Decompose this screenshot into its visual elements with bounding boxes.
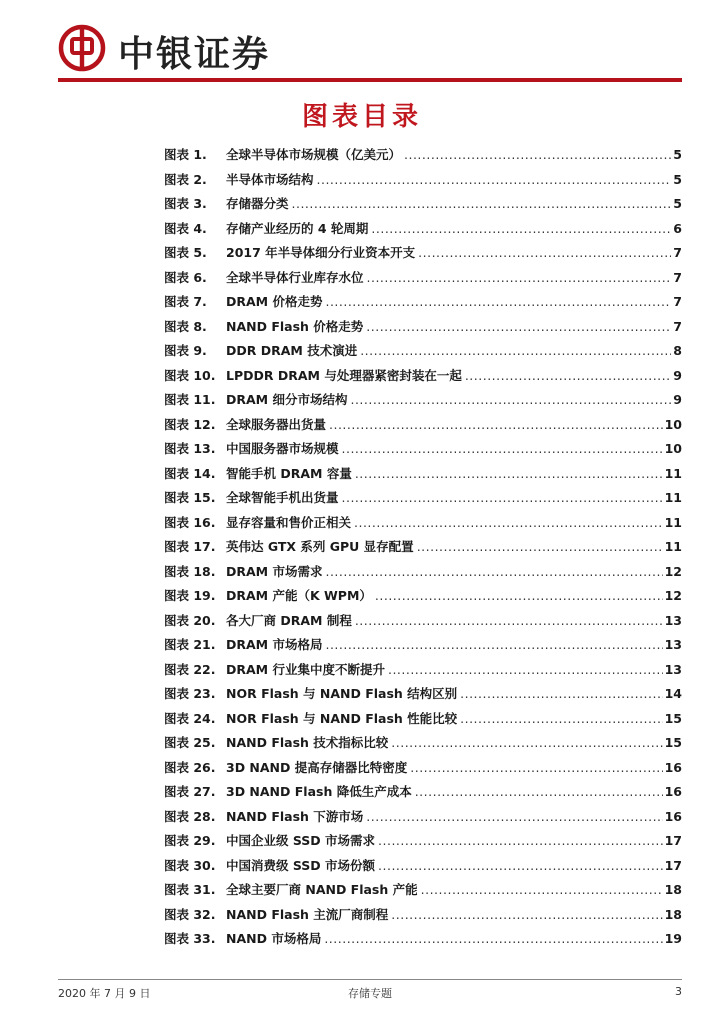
- toc-entry-page: 11: [664, 490, 682, 505]
- toc-entry-number: 图表 22.: [164, 661, 216, 677]
- toc-entry-page: 5: [673, 196, 682, 211]
- toc-entry-number: 图表 30.: [164, 857, 216, 873]
- toc-entry-page: 10: [664, 416, 682, 432]
- toc-entry-page: 7: [673, 294, 682, 309]
- toc-entry-page: 16: [664, 808, 682, 824]
- toc-entry-title: 存储产业经历的 4 轮周期: [226, 220, 369, 236]
- toc-entry[interactable]: [164, 807, 682, 832]
- toc-list: [164, 145, 682, 954]
- toc-entry-title: LPDDR DRAM 与处理器紧密封装在一起: [226, 367, 462, 383]
- toc-entry-number: 图表 19.: [164, 588, 216, 603]
- toc-dot-leader: [354, 515, 663, 530]
- toc-entry-title: DRAM 细分市场结构: [226, 392, 348, 407]
- toc-entry[interactable]: [164, 782, 682, 807]
- toc-entry[interactable]: [164, 194, 682, 219]
- toc-entry[interactable]: [164, 684, 682, 709]
- toc-dot-leader: [388, 662, 663, 677]
- toc-entry-number: 图表 32.: [164, 906, 216, 922]
- toc-entry-number: 图表 7.: [164, 294, 207, 309]
- toc-dot-leader: [355, 466, 663, 481]
- toc-entry-number: 图表 31.: [164, 882, 216, 897]
- toc-entry[interactable]: [164, 464, 682, 489]
- toc-entry-number: 图表 13.: [164, 441, 216, 456]
- footer-date: 2020 年 7 月 9 日: [58, 987, 151, 1000]
- toc-entry[interactable]: [164, 513, 682, 538]
- toc-entry-number: 图表 26.: [164, 759, 216, 775]
- toc-entry[interactable]: [164, 268, 682, 293]
- toc-entry-title: 2017 年半导体细分行业资本开支: [226, 245, 416, 260]
- toc-entry-number: 图表 10.: [164, 367, 216, 383]
- toc-entry[interactable]: [164, 317, 682, 342]
- toc-entry-page: 8: [673, 343, 682, 358]
- toc-entry[interactable]: [164, 856, 682, 881]
- toc-entry-page: 13: [664, 661, 682, 677]
- toc-entry-number: 图表 21.: [164, 637, 216, 652]
- toc-entry-title: 显存容量和售价正相关: [226, 514, 352, 530]
- footer-divider: [58, 979, 682, 980]
- toc-entry-number: 图表 12.: [164, 416, 216, 432]
- toc-dot-leader: [342, 490, 663, 505]
- toc-entry-page: 9: [673, 367, 682, 383]
- toc-entry-page: 16: [664, 784, 682, 799]
- toc-entry[interactable]: [164, 341, 682, 366]
- toc-dot-leader: [325, 294, 671, 309]
- toc-dot-leader: [410, 760, 662, 775]
- toc-entry[interactable]: [164, 219, 682, 244]
- toc-entry-title: NOR Flash 与 NAND Flash 性能比较: [226, 710, 458, 726]
- toc-dot-leader: [465, 368, 671, 383]
- toc-entry-title: DRAM 市场需求: [226, 563, 323, 579]
- toc-dot-leader: [415, 784, 663, 799]
- toc-entry-page: 18: [664, 906, 682, 922]
- toc-entry[interactable]: [164, 415, 682, 440]
- toc-dot-leader: [325, 564, 662, 579]
- toc-entry[interactable]: [164, 170, 682, 195]
- toc-dot-leader: [292, 196, 672, 211]
- toc-entry[interactable]: [164, 611, 682, 636]
- toc-dot-leader: [418, 245, 671, 260]
- toc-entry[interactable]: [164, 366, 682, 391]
- toc-entry[interactable]: [164, 758, 682, 783]
- toc-entry-number: 图表 8.: [164, 318, 207, 334]
- toc-entry-number: 图表 18.: [164, 563, 216, 579]
- toc-entry-number: 图表 3.: [164, 196, 207, 211]
- toc-entry-number: 图表 33.: [164, 931, 216, 946]
- toc-entry[interactable]: [164, 733, 682, 758]
- toc-entry-number: 图表 25.: [164, 735, 216, 750]
- toc-entry-title: DRAM 价格走势: [226, 294, 323, 309]
- toc-entry-number: 图表 11.: [164, 392, 216, 407]
- toc-entry-number: 图表 16.: [164, 514, 216, 530]
- toc-entry-page: 17: [664, 857, 682, 873]
- toc-entry-title: 全球主要厂商 NAND Flash 产能: [226, 882, 418, 897]
- toc-entry-title: 智能手机 DRAM 容量: [226, 465, 352, 481]
- toc-dot-leader: [460, 686, 662, 701]
- toc-entry-title: 全球半导体市场规模（亿美元）: [226, 147, 402, 162]
- toc-entry-title: 3D NAND Flash 降低生产成本: [226, 784, 412, 799]
- toc-entry-number: 图表 15.: [164, 490, 216, 505]
- toc-entry-number: 图表 17.: [164, 539, 216, 554]
- toc-entry-page: 6: [673, 220, 682, 236]
- toc-entry-page: 15: [664, 735, 682, 750]
- toc-entry-title: 全球智能手机出货量: [226, 490, 339, 505]
- toc-entry-number: 图表 24.: [164, 710, 216, 726]
- toc-entry-number: 图表 27.: [164, 784, 216, 799]
- toc-entry-page: 10: [664, 441, 682, 456]
- toc-entry[interactable]: [164, 537, 682, 562]
- toc-dot-leader: [378, 833, 663, 848]
- toc-dot-leader: [324, 931, 662, 946]
- toc-entry[interactable]: [164, 439, 682, 464]
- toc-entry[interactable]: [164, 292, 682, 317]
- toc-entry[interactable]: [164, 831, 682, 856]
- toc-dot-leader: [366, 319, 671, 334]
- toc-dot-leader: [325, 637, 662, 652]
- toc-entry-title: NAND 市场格局: [226, 931, 322, 946]
- footer-page-number: 3: [675, 985, 682, 998]
- toc-entry-title: NAND Flash 价格走势: [226, 318, 364, 334]
- toc-entry-title: DDR DRAM 技术演进: [226, 343, 358, 358]
- toc-entry-page: 12: [664, 588, 682, 603]
- toc-entry-number: 图表 14.: [164, 465, 216, 481]
- toc-entry[interactable]: [164, 905, 682, 930]
- toc-entry-title: 半导体市场结构: [226, 171, 314, 187]
- toc-entry[interactable]: [164, 562, 682, 587]
- toc-dot-leader: [329, 417, 663, 432]
- brand-name: 中银证券: [118, 33, 271, 75]
- toc-entry[interactable]: [164, 390, 682, 415]
- toc-entry-number: 图表 5.: [164, 245, 207, 260]
- toc-dot-leader: [391, 907, 662, 922]
- toc-entry-number: 图表 4.: [164, 220, 207, 236]
- toc-entry-title: 全球半导体行业库存水位: [226, 269, 364, 285]
- toc-entry-number: 图表 20.: [164, 612, 216, 628]
- toc-dot-leader: [366, 809, 662, 824]
- toc-dot-leader: [375, 588, 663, 603]
- toc-dot-leader: [460, 711, 662, 726]
- toc-dot-leader: [355, 613, 663, 628]
- toc-entry[interactable]: [164, 880, 682, 905]
- toc-entry-page: 17: [664, 833, 682, 848]
- toc-entry-page: 5: [673, 147, 682, 162]
- toc-entry-title: DRAM 市场格局: [226, 637, 323, 652]
- toc-dot-leader: [404, 147, 671, 162]
- toc-entry-title: 全球服务器出货量: [226, 416, 327, 432]
- page-footer: [58, 985, 682, 1001]
- toc-entry-number: 图表 9.: [164, 343, 207, 358]
- toc-entry-page: 15: [664, 710, 682, 726]
- toc-entry[interactable]: [164, 243, 682, 268]
- toc-entry-title: NAND Flash 技术指标比较: [226, 735, 389, 750]
- toc-dot-leader: [378, 858, 663, 873]
- toc-entry[interactable]: [164, 709, 682, 734]
- toc-entry[interactable]: [164, 586, 682, 611]
- toc-entry-number: 图表 2.: [164, 171, 207, 187]
- toc-entry-title: NAND Flash 下游市场: [226, 808, 364, 824]
- toc-dot-leader: [371, 221, 671, 236]
- toc-entry-page: 18: [664, 882, 682, 897]
- toc-entry-number: 图表 23.: [164, 686, 216, 701]
- toc-entry[interactable]: [164, 635, 682, 660]
- toc-entry-page: 7: [673, 245, 682, 260]
- toc-entry-title: NAND Flash 主流厂商制程: [226, 906, 389, 922]
- toc-entry-number: 图表 28.: [164, 808, 216, 824]
- toc-entry-title: DRAM 行业集中度不断提升: [226, 661, 385, 677]
- toc-entry[interactable]: [164, 145, 682, 170]
- bank-of-china-logo-icon: [58, 24, 106, 72]
- toc-entry-page: 7: [673, 318, 682, 334]
- toc-entry-page: 19: [664, 931, 682, 946]
- toc-dot-leader: [367, 270, 672, 285]
- toc-entry-page: 9: [673, 392, 682, 407]
- footer-report-type: 存储专题: [348, 987, 392, 1000]
- toc-entry-page: 11: [664, 514, 682, 530]
- page-header: [58, 18, 682, 78]
- toc-entry-page: 7: [673, 269, 682, 285]
- toc-entry-number: 图表 29.: [164, 833, 216, 848]
- toc-entry-title: 英伟达 GTX 系列 GPU 显存配置: [226, 539, 414, 554]
- toc-dot-leader: [350, 392, 671, 407]
- toc-title: 图表目录: [301, 102, 422, 132]
- toc-entry-number: 图表 1.: [164, 147, 207, 162]
- toc-entry-page: 5: [673, 171, 682, 187]
- toc-entry-page: 13: [664, 637, 682, 652]
- toc-entry-page: 11: [664, 465, 682, 481]
- toc-dot-leader: [391, 735, 662, 750]
- toc-entry-number: 图表 6.: [164, 269, 207, 285]
- toc-dot-leader: [421, 882, 663, 897]
- toc-dot-leader: [317, 172, 672, 187]
- toc-entry-title: 各大厂商 DRAM 制程: [226, 612, 352, 628]
- toc-entry-title: 3D NAND 提高存储器比特密度: [226, 759, 408, 775]
- toc-entry[interactable]: [164, 660, 682, 685]
- toc-dot-leader: [417, 539, 663, 554]
- toc-entry-page: 14: [664, 686, 682, 701]
- toc-entry-title: DRAM 产能（K WPM）: [226, 588, 372, 603]
- toc-entry-page: 16: [664, 759, 682, 775]
- toc-entry-title: 存储器分类: [226, 196, 289, 211]
- toc-entry-title: 中国企业级 SSD 市场需求: [226, 833, 376, 848]
- toc-entry-page: 11: [664, 539, 682, 554]
- toc-dot-leader: [360, 343, 671, 358]
- header-divider: [58, 78, 682, 82]
- toc-dot-leader: [342, 441, 663, 456]
- toc-entry-title: 中国服务器市场规模: [226, 441, 339, 456]
- toc-entry-title: 中国消费级 SSD 市场份额: [226, 857, 376, 873]
- toc-entry-title: NOR Flash 与 NAND Flash 结构区别: [226, 686, 458, 701]
- toc-entry[interactable]: [164, 929, 682, 954]
- toc-entry[interactable]: [164, 488, 682, 513]
- toc-entry-page: 13: [664, 612, 682, 628]
- toc-entry-page: 12: [664, 563, 682, 579]
